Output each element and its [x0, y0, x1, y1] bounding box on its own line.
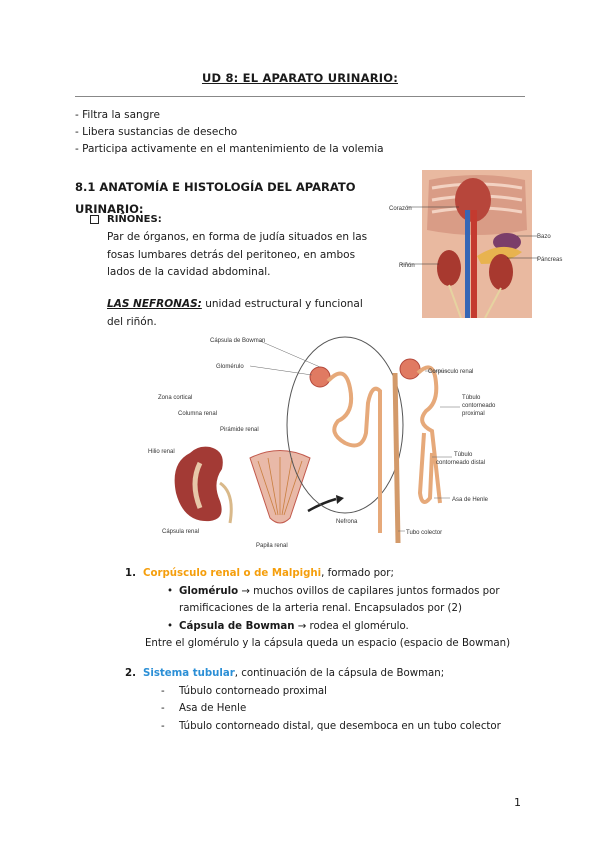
label-renal-pyramid: Pirámide renal	[220, 427, 259, 433]
bullet-dot-icon: •	[166, 620, 173, 632]
list-item-continuation: ramificaciones de la arteria renal. Encapsulados por (2)	[179, 603, 462, 614]
label-distal-2: contorneado distal	[436, 460, 486, 466]
nephron-magnification-outline	[287, 337, 403, 513]
list-item: • Cápsula de Bowman → rodea el glomérulo.	[125, 618, 510, 636]
bowman-space-note: Entre el glomérulo y la cápsula queda un espacio (espacio de Bowman)	[145, 638, 511, 649]
collecting-duct	[395, 373, 398, 543]
tubule-left	[328, 373, 380, 533]
kidney-right	[489, 254, 513, 290]
list-item: - Túbulo contorneado proximal	[161, 685, 327, 697]
kidney-description: Par de órganos, en forma de judía situados en las fosas lumbares detrás del peritoneo, en ambos lados de la cavidad abdominal.	[107, 231, 368, 278]
label-collecting-tube: Tubo colector	[406, 530, 443, 536]
checkbox-bullet-icon	[90, 215, 99, 224]
label-renal-capsule: Cápsula renal	[162, 529, 200, 535]
label-loop-henle: Asa de Henle	[452, 497, 489, 503]
page-title: UD 8: EL APARATO URINARIO:	[201, 71, 399, 85]
label-kidney: Riñón	[399, 263, 415, 269]
arrow-icon	[308, 499, 336, 511]
intro-item: - Filtra la sangre	[75, 109, 160, 121]
nephron-label: LAS NEFRONAS:	[107, 298, 202, 310]
tubular-heading: 2. Sistema tubular, continuación de la cápsula de Bowman;	[125, 668, 445, 679]
corpuscle-heading: 1. Corpúsculo renal o de Malpighi, formado por;	[125, 568, 394, 579]
nephron-description: LAS NEFRONAS: unidad estructural y funcional del riñón.	[107, 298, 363, 328]
bullet-dot-icon: •	[166, 585, 173, 597]
label-proximal-1: Túbulo	[462, 395, 481, 401]
section-heading: 8.1 ANATOMÍA E HISTOLOGÍA DEL APARATO URINARIO:	[75, 180, 356, 216]
tubule-right	[418, 367, 440, 503]
tubular-list	[125, 665, 501, 735]
label-cortical-zone: Zona cortical	[158, 395, 193, 401]
label-distal-1: Túbulo	[454, 452, 473, 458]
label-renal-hilum: Hilio renal	[148, 449, 175, 455]
label-nephron: Nefrona	[336, 519, 358, 525]
label-renal-corpuscle: Corpúsculo renal	[428, 369, 474, 375]
label-proximal-3: proximal	[462, 411, 485, 417]
label-heart: Corazón	[389, 206, 412, 212]
kidney-cross-section	[175, 447, 223, 522]
title-rule	[75, 96, 525, 97]
label-renal-papilla: Papila renal	[256, 543, 288, 549]
glomerulus-right	[400, 359, 420, 379]
aorta	[471, 210, 477, 318]
label-renal-column: Columna renal	[178, 411, 218, 417]
intro-item: - Libera sustancias de desecho	[75, 126, 238, 138]
torso-anatomy-figure	[377, 170, 565, 318]
label-proximal-2: contorneado	[462, 403, 496, 409]
list-item: - Asa de Henle	[161, 703, 247, 714]
label-bowman-capsule: Cápsula de Bowman	[210, 338, 266, 344]
vena-cava	[465, 210, 470, 318]
kidney-left	[437, 250, 461, 286]
intro-list	[75, 107, 384, 158]
list-item: - Túbulo contorneado distal, que desemboca en un tubo colector	[161, 720, 501, 732]
label-pancreas: Páncreas	[537, 257, 563, 263]
label-spleen: Bazo	[537, 234, 551, 240]
kidneys-bullet: RIÑONES:	[90, 214, 162, 225]
page-number: 1	[514, 796, 521, 809]
intro-item: - Participa activamente en el mantenimiento de la volemia	[75, 143, 384, 155]
label-glomerulus: Glomérulo	[216, 364, 244, 370]
corpuscle-list	[125, 565, 510, 653]
nephron-figure	[140, 333, 510, 555]
glomerulus-left	[310, 367, 330, 387]
list-item: • Glomérulo → muchos ovillos de capilares juntos formados por	[125, 583, 510, 601]
